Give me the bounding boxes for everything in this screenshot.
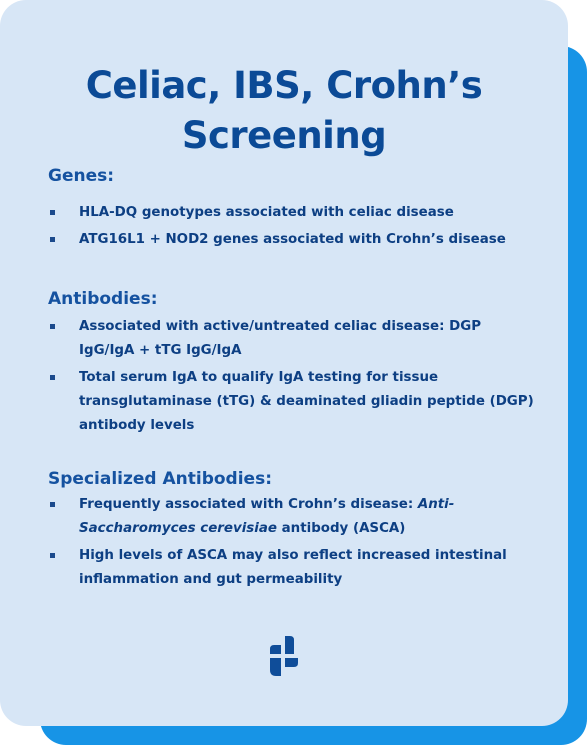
square-bullet-icon <box>50 553 55 558</box>
list-item <box>48 201 538 225</box>
page-title <box>0 61 568 161</box>
section-heading-antibodies: Antibodies: <box>48 289 158 309</box>
square-bullet-icon <box>50 375 55 380</box>
list-item <box>48 493 538 541</box>
list-item-text-part: Frequently associated with Crohn’s disease: <box>79 497 418 512</box>
list-item <box>48 315 538 363</box>
square-bullet-icon <box>50 237 55 242</box>
section-heading-genes: Genes: <box>48 166 115 186</box>
title-line-1: Celiac, IBS, Crohn’s <box>85 63 483 107</box>
square-bullet-icon <box>50 502 55 507</box>
list-item-text-part: antibody (ASCA) <box>276 521 406 536</box>
antibodies-list <box>48 315 538 441</box>
list-item <box>48 366 538 438</box>
list-item-text <box>79 497 454 536</box>
section-heading-specialized-antibodies: Specialized Antibodies: <box>48 469 272 489</box>
medical-cross-logo-icon <box>264 636 304 676</box>
list-item <box>48 544 538 592</box>
square-bullet-icon <box>50 210 55 215</box>
list-item-text: HLA-DQ genotypes associated with celiac disease <box>79 205 454 220</box>
list-item-text: High levels of ASCA may also reflect increased intestinal inflammation and gut permeability <box>79 548 507 587</box>
list-item <box>48 228 538 252</box>
italic-term: Anti-Saccharomyces cerevisiae <box>79 497 455 536</box>
genes-list <box>48 201 538 255</box>
list-item-text: Total serum IgA to qualify IgA testing for tissue transglutaminase (tTG) & deaminated gliadin peptide (DGP) antibody levels <box>79 370 534 433</box>
square-bullet-icon <box>50 324 55 329</box>
list-item-text: ATG16L1 + NOD2 genes associated with Crohn’s disease <box>79 232 506 247</box>
title-line-2: Screening <box>181 113 387 157</box>
specialized-antibodies-list <box>48 493 538 595</box>
list-item-text: Associated with active/untreated celiac disease: DGP IgG/IgA + tTG IgG/IgA <box>79 319 482 358</box>
